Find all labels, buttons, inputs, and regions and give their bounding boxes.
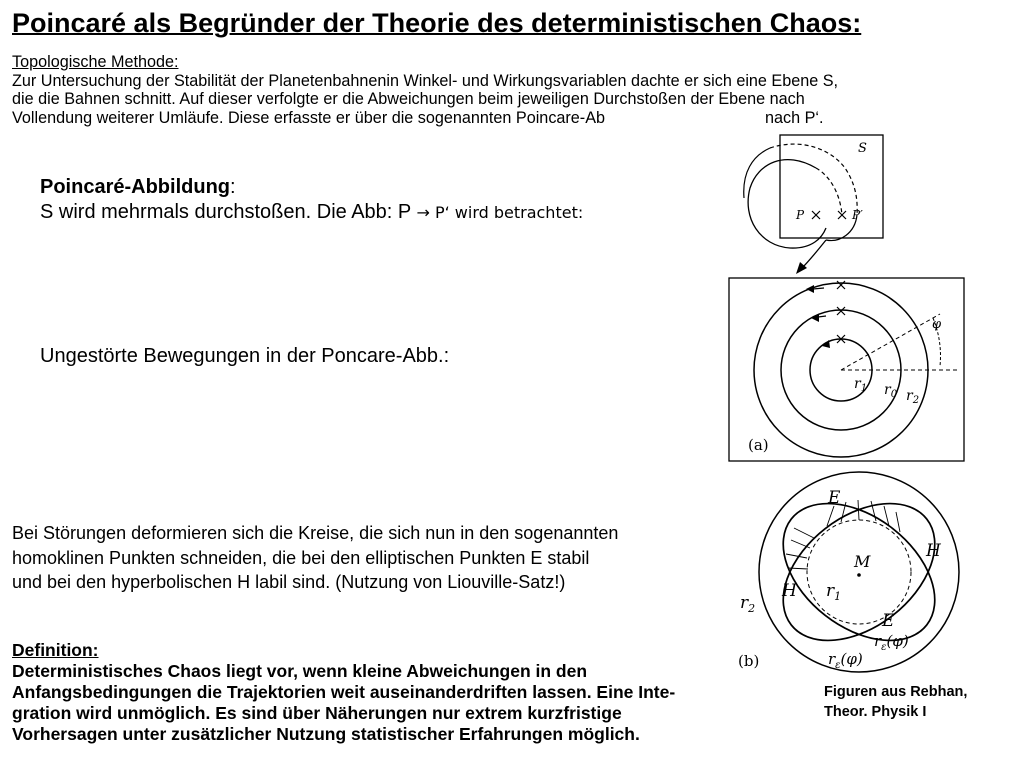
- label-h-left: H: [782, 581, 797, 601]
- section-plane-s: [780, 135, 883, 238]
- label-p-prime: P′: [852, 208, 863, 222]
- label-s: S: [858, 141, 867, 156]
- poincare-section-figure: [730, 128, 890, 278]
- ellipse-b: [757, 476, 960, 669]
- label-e-bottom: E: [882, 611, 895, 631]
- definition-line-3: gration wird unmöglich. Es sind über Näherungen nur extrem kurzfristige: [12, 703, 622, 723]
- definition-line-4: Vorhersagen unter zusätzlicher Nutzung statistischer Erfahrungen möglich.: [12, 724, 640, 744]
- label-r2: $r_2$: [906, 388, 920, 406]
- label-p: P: [796, 208, 805, 222]
- intro-line-3-end: nach P‘.: [765, 108, 824, 127]
- definition-line-1: Deterministisches Chaos liegt vor, wenn kleine Abweichungen in den: [12, 661, 588, 681]
- label-r1-b: $r_1$: [826, 581, 842, 603]
- page-title: Poincaré als Begründer der Theorie des deterministischen Chaos:: [12, 8, 862, 38]
- intro-line-3: [12, 109, 1024, 128]
- label-r-eps-right: $r_\varepsilon(\varphi)$: [874, 632, 909, 653]
- figure-b-perturbed: [736, 468, 976, 678]
- label-r2-b: $r_2$: [740, 593, 756, 615]
- credit-line-2: Theor. Physik I: [824, 704, 927, 720]
- label-r-eps-left: $r_\varepsilon(\varphi)$: [828, 650, 863, 671]
- intro-line-1: Zur Untersuchung der Stabilität der Planetenbahnenin Winkel- und Wirkungsvariablen dachte er sich eine Ebene S,: [12, 71, 839, 90]
- perturbation-line-3: und bei den hyperbolischen H labil sind. (Nutzung von Liouville-Satz!): [12, 572, 566, 592]
- perturbation-line-1: Bei Störungen deformieren sich die Kreise, die sich nun in den sogenannten: [12, 523, 619, 543]
- unperturbed-heading: Ungestörte Bewegungen in der Poncare-Abb.:: [40, 345, 450, 367]
- poincare-map-line-end: → P‘ wird betrachtet:: [416, 203, 584, 222]
- orbit-exit-curve: [802, 240, 826, 268]
- label-r1: $r_1$: [854, 376, 868, 394]
- deformation-arrows: [786, 500, 900, 569]
- definition-line-2: Anfangsbedingungen die Trajektorien weit auseinanderdriften lassen. Eine Inte-: [12, 682, 676, 702]
- label-h-right: H: [926, 541, 941, 561]
- ellipse-a: [757, 476, 960, 669]
- intro-paragraph: [12, 53, 1024, 127]
- label-m: M: [854, 552, 871, 571]
- label-phi: φ: [932, 317, 942, 332]
- figure-a-unperturbed: [728, 276, 968, 464]
- intro-line-2: die die Bahnen schnitt. Auf dieser verfolgte er die Abweichungen beim jeweiligen Durchstoßen der Ebene nach: [12, 90, 805, 109]
- poincare-map-heading: Poincaré-Abbildung: [40, 176, 230, 198]
- perturbation-paragraph: [12, 521, 618, 595]
- figure-credit: [824, 682, 967, 722]
- dashed-circle-r1: [807, 520, 911, 624]
- definition-heading: Definition:: [12, 640, 99, 660]
- intro-subtitle: Topologische Methode:: [12, 53, 179, 71]
- label-r0: $r_0$: [884, 382, 898, 400]
- caption-a: (a): [748, 436, 769, 454]
- credit-line-1: Figuren aus Rebhan,: [824, 684, 968, 700]
- poincare-map-block: Poincaré-Abbildung: S wird mehrmals durchstoßen. Die Abb: P → P‘ wird betrachtet:: [40, 176, 584, 223]
- label-e-top: E: [828, 488, 841, 508]
- intro-line-3-start: Vollendung weiterer Umläufe. Diese erfasste er über die sogenannten Poincare-Ab: [12, 108, 605, 127]
- perturbation-line-2: homoklinen Punkten schneiden, die bei den elliptischen Punkten E stabil: [12, 547, 590, 568]
- definition-block: [12, 640, 675, 745]
- orbit-curve-upper: [744, 148, 770, 198]
- poincare-map-line-start: S wird mehrmals durchstoßen. Die Abb: P: [40, 201, 411, 223]
- caption-b: (b): [738, 652, 760, 670]
